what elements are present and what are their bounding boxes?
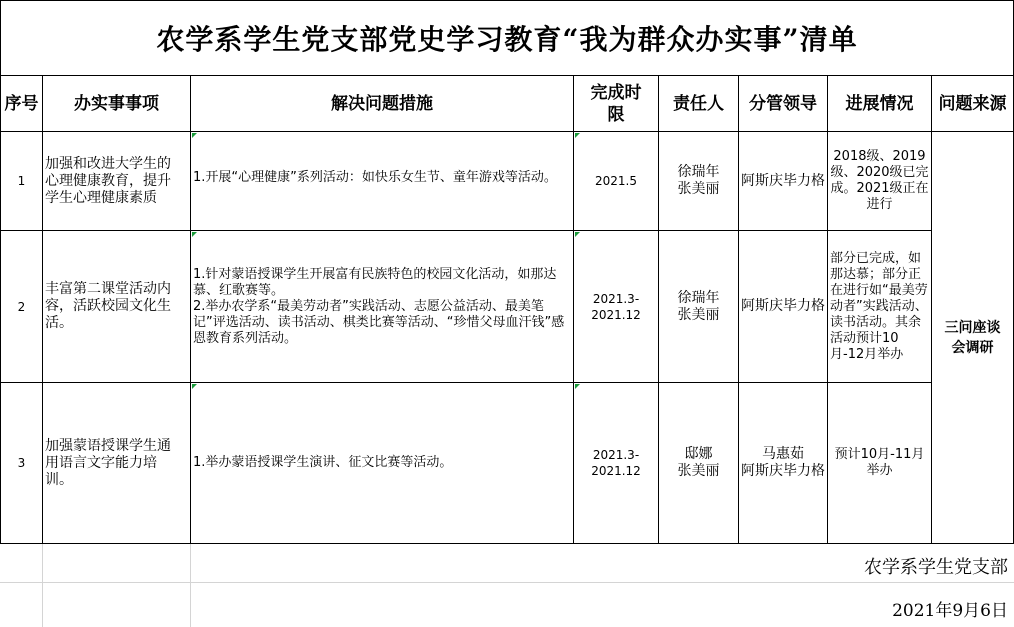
row1-measures [191, 132, 574, 231]
deadline-line: 2021.12 [591, 307, 641, 322]
owner-name: 徐瑞年 [677, 164, 720, 180]
row3-measures [191, 383, 574, 544]
row1-deadline [574, 132, 659, 231]
cell-indicator [575, 384, 580, 389]
owner-name: 邸娜 [684, 446, 713, 462]
leader-name: 阿斯庆毕力格 [741, 298, 825, 314]
row2-owner [659, 231, 739, 383]
header-progress: 进展情况 [828, 76, 932, 132]
header-measures: 解决问题措施 [191, 76, 574, 132]
footer-org: 农学系学生党支部 [864, 557, 1008, 578]
leader-name: 阿斯庆毕力格 [741, 463, 825, 479]
header-owner: 责任人 [659, 76, 739, 132]
row2-seq: 2 [0, 231, 43, 383]
row3-progress: 预计10月-11月举办 [828, 383, 932, 544]
cell-indicator [192, 133, 197, 138]
owner-name: 张美丽 [677, 306, 720, 323]
row2-deadline [574, 231, 659, 383]
cell-indicator [575, 232, 580, 237]
leader-name: 马惠茹 [762, 446, 804, 462]
owner-name: 张美丽 [677, 181, 720, 197]
deadline-line: 2021.3- [592, 448, 640, 462]
cell-indicator [192, 384, 197, 389]
row1-seq: 1 [0, 132, 43, 231]
row1-leader [739, 132, 828, 231]
header-source: 问题来源 [932, 76, 1014, 132]
row2-measure-1: 1.针对蒙语授课学生开展富有民族特色的校园文化活动，如那达慕、红歌赛等。 [193, 266, 557, 298]
cell-indicator [192, 232, 197, 237]
row1-deadline-line: 2021.5 [595, 174, 637, 188]
deadline-line: 2021.12 [591, 464, 641, 478]
header-deadline: 完成时限 [574, 76, 659, 132]
cell-indicator [575, 133, 580, 138]
page-title: 农学系学生党支部党史学习教育“我为群众办实事”清单 [0, 0, 1014, 76]
row3-seq: 3 [0, 383, 43, 544]
row2-measures [191, 231, 574, 383]
owner-name: 徐瑞年 [677, 289, 720, 306]
row3-measure-1: 1.举办蒙语授课学生演讲、征文比赛等活动。 [193, 455, 453, 470]
row3-owner [659, 383, 739, 544]
row1-item: 加强和改进大学生的心理健康教育，提升学生心理健康素质 [43, 132, 191, 231]
footer-date: 2021年9月6日 [892, 601, 1008, 621]
row3-item: 加强蒙语授课学生通用语言文字能力培训。 [43, 383, 191, 544]
row2-measure-2: 2.举办农学系“最美劳动者”实践活动、志愿公益活动、最美笔记”评选活动、读书活动、棋类比赛等活动、“珍惜父母血汗钱”感恩教育系列活动。 [193, 298, 565, 346]
problem-source: 三问座谈会调研 [932, 132, 1014, 544]
row2-item: 丰富第二课堂活动内容，活跃校园文化生活。 [43, 231, 191, 383]
header-leader: 分管领导 [739, 76, 828, 132]
row2-leader [739, 231, 828, 383]
header-seq: 序号 [0, 76, 43, 132]
row2-progress: 部分已完成，如那达慕；部分正在进行如“最美劳动者”实践活动、读书活动。其余活动预计10月-12月举办 [828, 231, 932, 383]
row3-leader [739, 383, 828, 544]
row1-owner [659, 132, 739, 231]
deadline-line: 2021.3- [592, 291, 640, 306]
owner-name: 张美丽 [677, 463, 720, 479]
leader-name: 阿斯庆毕力格 [741, 172, 825, 189]
row1-progress: 2018级、2019级、2020级已完成。2021级正在进行 [828, 132, 932, 231]
row1-measure-1: 1.开展“心理健康”系列活动：如快乐女生节、童年游戏等活动。 [193, 170, 557, 185]
row3-deadline [574, 383, 659, 544]
header-item: 办实事事项 [43, 76, 191, 132]
